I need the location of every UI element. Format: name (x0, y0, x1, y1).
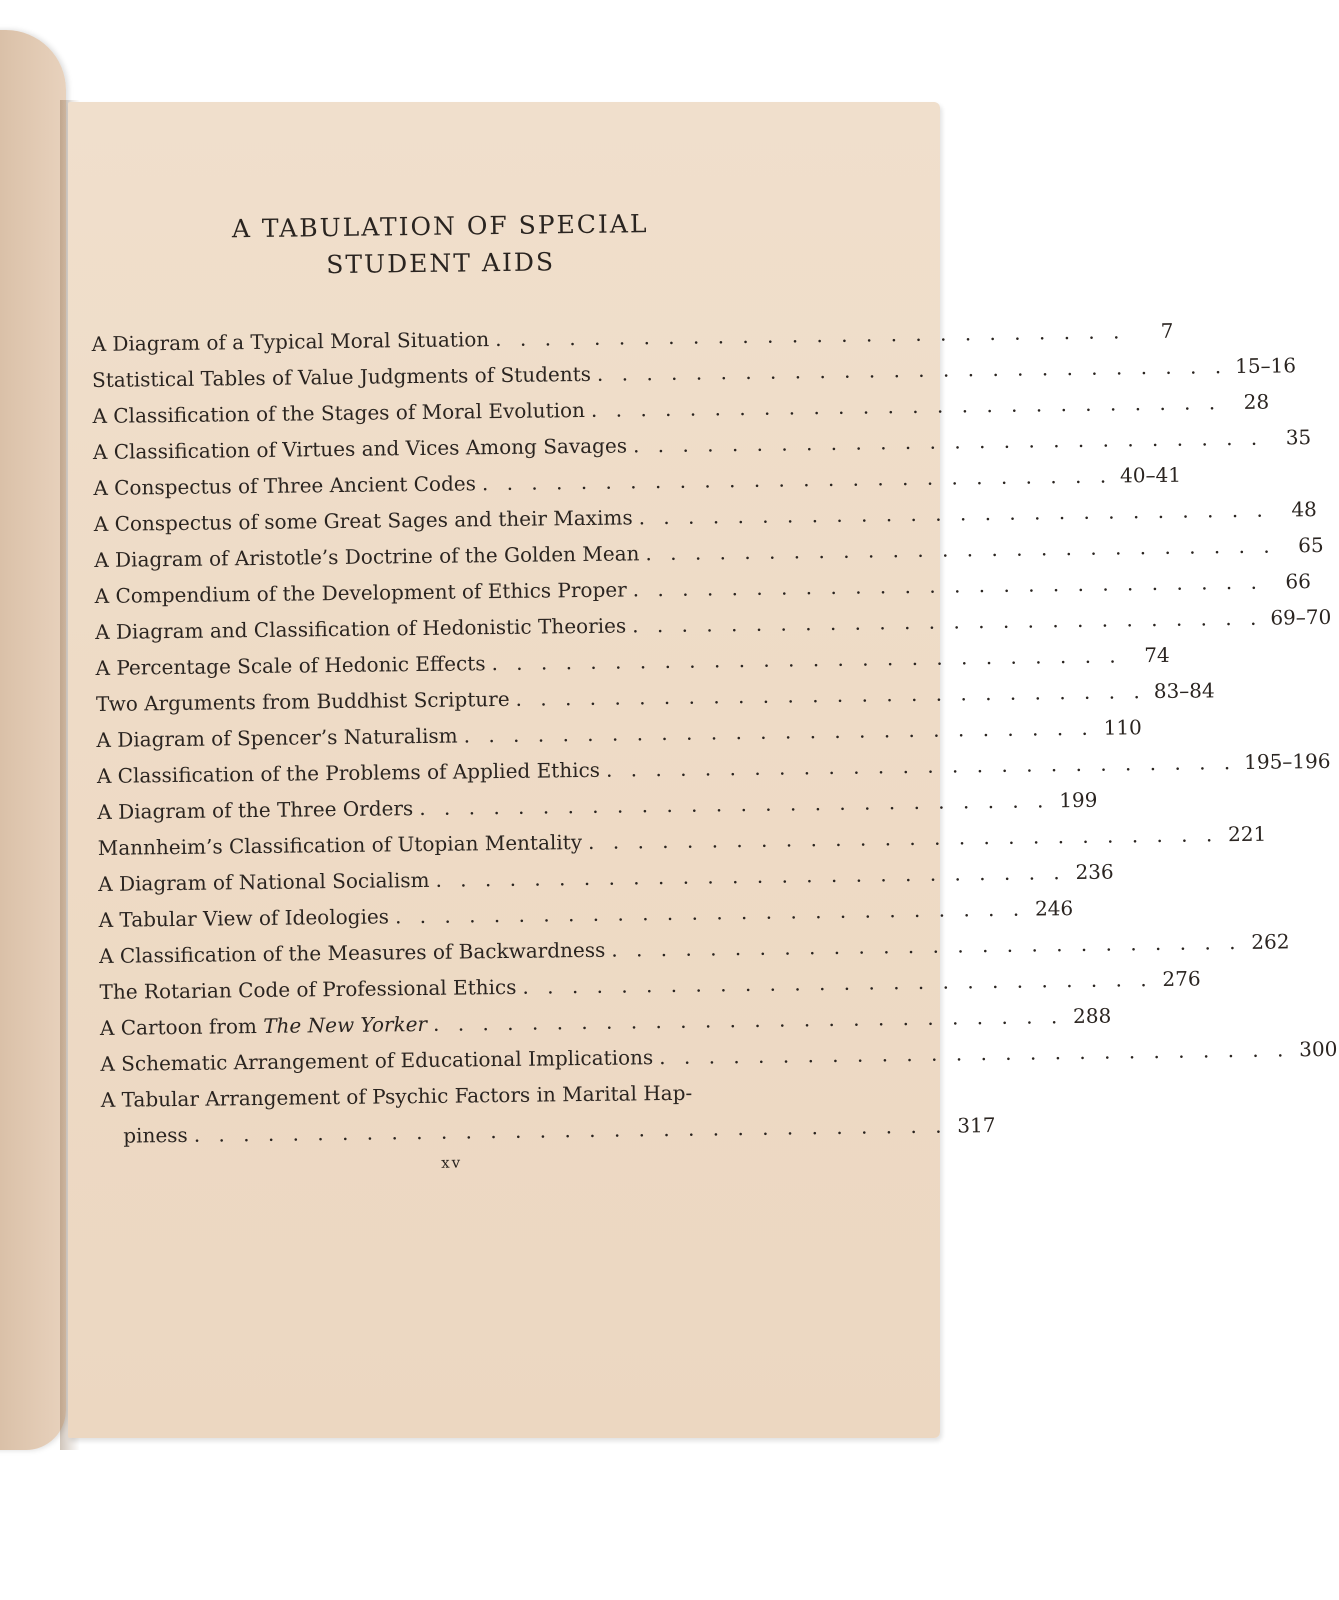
entry-title: Two Arguments from Buddhist Scripture (95, 686, 510, 716)
dot-leaders: . . . . . . . . . . . . . . . . . . . . . . . . . . (481, 463, 1113, 496)
dot-leaders: . . . . . . . . . . . . . . . . . . . . . . . . . . (432, 1004, 1064, 1036)
title-line-2: STUDENT AIDS (326, 247, 556, 280)
page-number: 262 (1251, 929, 1290, 954)
page-number: 7 (1160, 318, 1174, 343)
dot-leaders: . . . . . . . . . . . . . . . . . . . . . . . . . . (491, 643, 1122, 676)
entry-title: A Conspectus of some Great Sages and their Maxims (93, 505, 633, 536)
entry-title: A Diagram of a Typical Moral Situation (91, 327, 490, 356)
entry-title (100, 1006, 428, 1046)
entry-title: A Diagram of the Three Orders (97, 796, 414, 824)
page-folio: xv (441, 1153, 463, 1172)
entry-title-line-2: piness (123, 1122, 188, 1148)
left-page-edge (0, 30, 66, 1450)
dot-leaders: . . . . . . . . . . . . . . . . . . . . . . . . . . (632, 425, 1264, 458)
dot-leaders: . . . . . . . . . . . . . . . . . . . . . . . . . . (659, 1037, 1290, 1070)
dot-leaders: . . . . . . . . . . . . . . . . . . . . . . . . . . (632, 605, 1263, 638)
entry-title: A Diagram and Classification of Hedonistic Theories (94, 613, 627, 644)
page-number: 110 (1103, 715, 1142, 740)
list-item (100, 1073, 996, 1154)
dot-leaders: . . . . . . . . . . . . . . . . . . . . . . . . . . (587, 822, 1219, 854)
entry-title: A Schematic Arrangement of Educational Implications (100, 1045, 654, 1076)
dot-leaders: . . . . . . . . . . . . . . . . . . . . . . . . . . (632, 569, 1264, 602)
page-number: 66 (1285, 569, 1312, 594)
aids-list (91, 317, 1338, 1153)
dot-leaders: . . . . . . . . . . . . . . . . . . . . . . . . . . (596, 354, 1228, 386)
page-content (90, 203, 1338, 1175)
dot-leaders: . . . . . . . . . . . . . . . . . . . . . . . . . . (611, 929, 1242, 962)
page-number: 246 (1034, 896, 1074, 921)
entry-title: A Percentage Scale of Hedonic Effects (95, 651, 486, 680)
dot-leaders: . . . . . . . . . . . . . . . . . . . . . . . . . . (495, 319, 1126, 352)
page-number: 69–70 (1270, 604, 1332, 630)
page-number: 199 (1059, 787, 1098, 813)
page-number: 40–41 (1119, 462, 1182, 488)
page-number: 195–196 (1244, 748, 1331, 774)
entry-title: A Classification of the Stages of Moral Evolution (92, 397, 586, 428)
page-number: 74 (1144, 642, 1170, 668)
entry-title: A Compendium of the Development of Ethics Proper (94, 577, 627, 608)
dot-leaders: . . . . . . . . . . . . . . . . . . . . . . . . . . (645, 533, 1276, 566)
entry-title: A Diagram of Aristotle’s Doctrine of the Golden Mean (94, 541, 640, 572)
page-title (90, 203, 791, 286)
dot-leaders: . . . . . . . . . . . . . . . . . . . . . . . . . . (394, 896, 1026, 929)
dot-leaders: . . . . . . . . . . . . . . . . . . . . . . . . . . (522, 967, 1153, 999)
dot-leaders: . . . . . . . . . . . . . . . . . . . . . . . . . . (463, 715, 1094, 748)
page-number: 65 (1298, 532, 1324, 558)
dot-leaders: . . . . . . . . . . . . . . . . . . . . . . . . . . (590, 390, 1222, 422)
page-number: 48 (1291, 497, 1317, 522)
page-number: 221 (1227, 821, 1267, 847)
title-line-1: A TABULATION OF SPECIAL (231, 209, 649, 244)
entry-title: A Diagram of National Socialism (98, 867, 430, 896)
dot-leaders: . . . . . . . . . . . . . . . . . . . . . . . . . . . . . . . (193, 1113, 948, 1147)
page-number: 288 (1072, 1003, 1112, 1029)
entry-title: A Tabular View of Ideologies (98, 904, 390, 932)
page-number: 35 (1285, 425, 1312, 450)
entry-title-prefix: A Cartoon from (99, 1013, 264, 1040)
entry-title: Statistical Tables of Value Judgments of Students (91, 361, 592, 392)
page-number: 300 (1299, 1036, 1338, 1062)
page-number: 83–84 (1153, 678, 1215, 704)
entry-continuation (101, 1109, 996, 1154)
dot-leaders: . . . . . . . . . . . . . . . . . . . . . . . . . . (515, 679, 1146, 711)
entry-title: A Classification of the Problems of Applied Ethics (96, 757, 601, 788)
page-number: 317 (957, 1113, 996, 1138)
entry-title: A Classification of Virtues and Vices Among Savages (92, 433, 628, 464)
dot-leaders: . . . . . . . . . . . . . . . . . . . . . . . . . . (638, 497, 1269, 530)
page-number: 276 (1162, 966, 1201, 991)
entry-title: The Rotarian Code of Professional Ethics (99, 974, 517, 1004)
entry-title: A Classification of the Measures of Backwardness (98, 937, 606, 968)
page-number: 15–16 (1234, 353, 1297, 379)
dot-leaders: . . . . . . . . . . . . . . . . . . . . . . . . . . (435, 860, 1066, 892)
entry-title: A Conspectus of Three Ancient Codes (93, 471, 477, 500)
dot-leaders: . . . . . . . . . . . . . . . . . . . . . . . . . . (419, 788, 1050, 821)
entry-title-line-1: A Tabular Arrangement of Psychic Factors in Marital Hap- (100, 1080, 693, 1112)
entry-title: A Diagram of Spencer’s Naturalism (96, 723, 458, 752)
page-number: 236 (1075, 859, 1114, 885)
dot-leaders: . . . . . . . . . . . . . . . . . . . . . . . . . . (605, 750, 1237, 782)
entry-title: Mannheim’s Classification of Utopian Mentality (97, 830, 583, 860)
page-number: 28 (1243, 389, 1270, 414)
entry-title-italic: The New Yorker (263, 1011, 428, 1038)
